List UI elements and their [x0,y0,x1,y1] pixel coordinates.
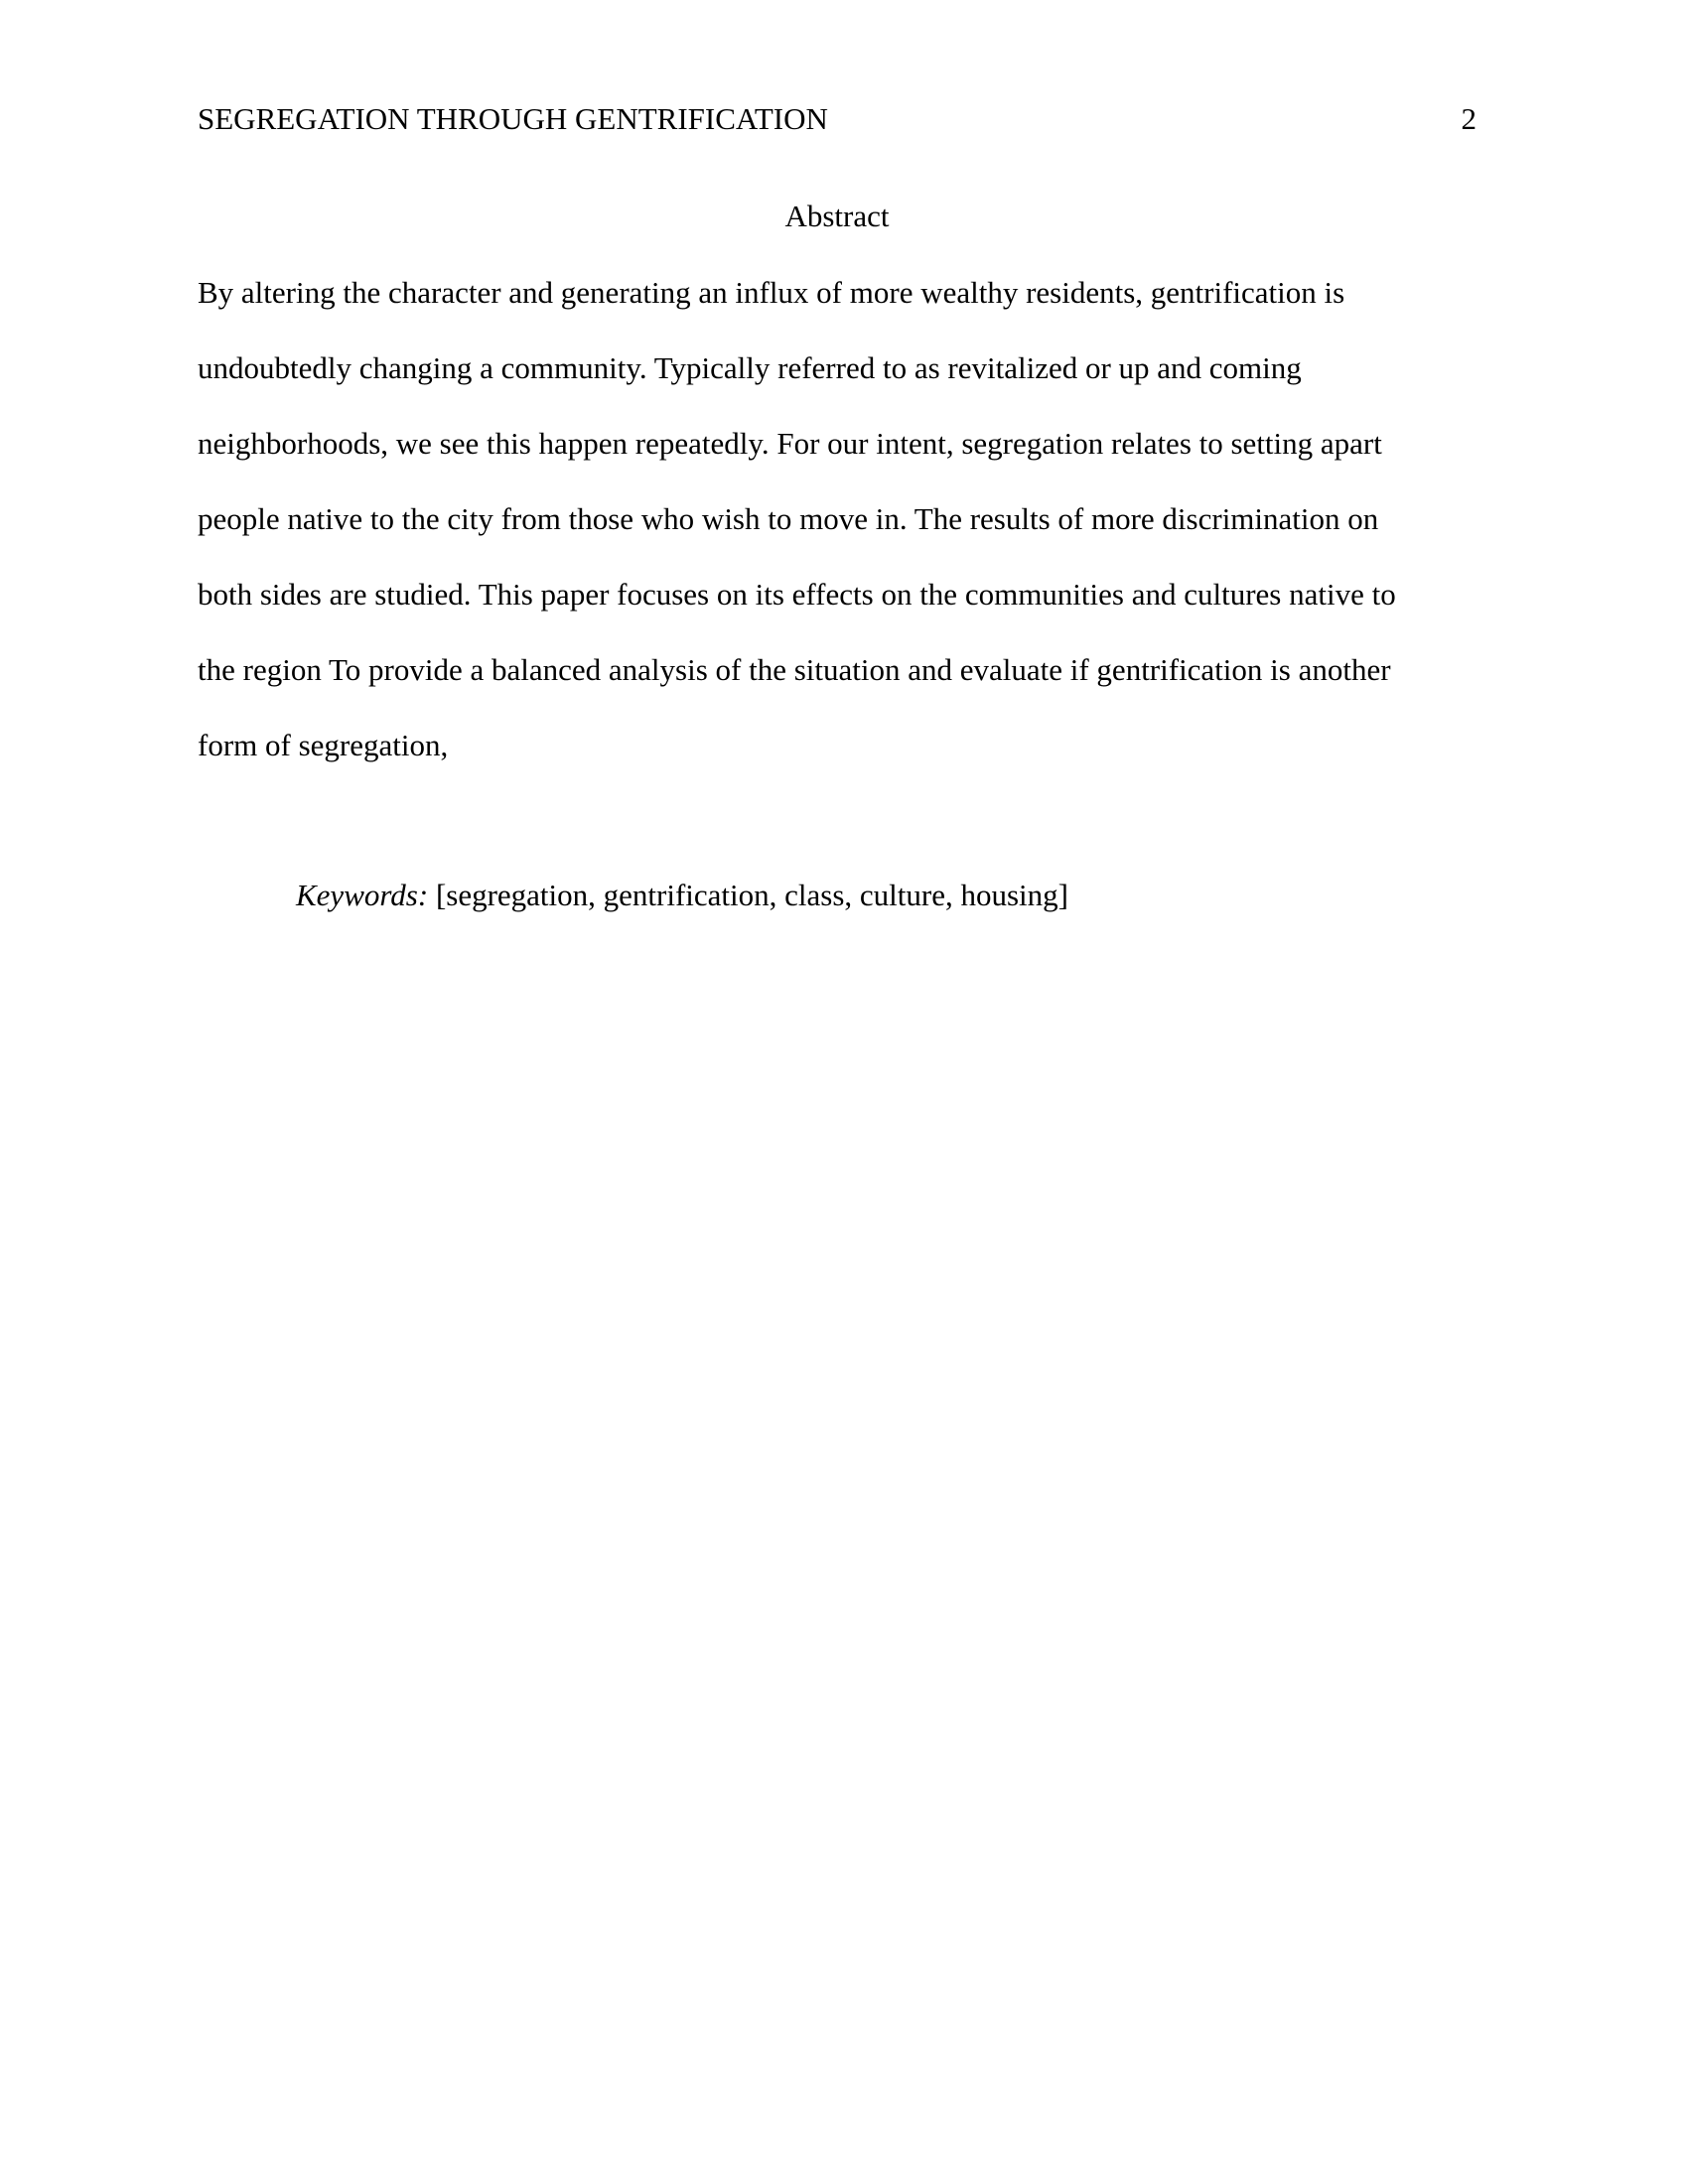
abstract-heading: Abstract [784,199,890,233]
page-number: 2 [1461,101,1477,136]
abstract-paragraph [198,273,1488,801]
keywords-label: Keywords: [296,878,429,912]
keywords-list: [segregation, gentrification, class, culture, housing] [428,878,1068,912]
abstract-line: both sides are studied. This paper focuses on its effects on the communities and cultures native to [198,577,1396,612]
abstract-line: people native to the city from those who wish to move in. The results of more discrimination on [198,501,1379,536]
running-head [198,99,1477,139]
abstract-line: form of segregation, [198,728,449,762]
abstract-line: By altering the character and generating an influx of more wealthy residents, gentrification is [198,275,1345,310]
abstract-line: undoubtedly changing a community. Typically referred to as revitalized or up and coming [198,350,1302,385]
abstract-line: neighborhoods, we see this happen repeatedly. For our intent, segregation relates to setting apart [198,426,1382,461]
abstract-line: the region To provide a balanced analysis of the situation and evaluate if gentrification is another [198,652,1391,687]
keywords-line [296,876,1068,915]
running-head-title: SEGREGATION THROUGH GENTRIFICATION [198,101,828,136]
